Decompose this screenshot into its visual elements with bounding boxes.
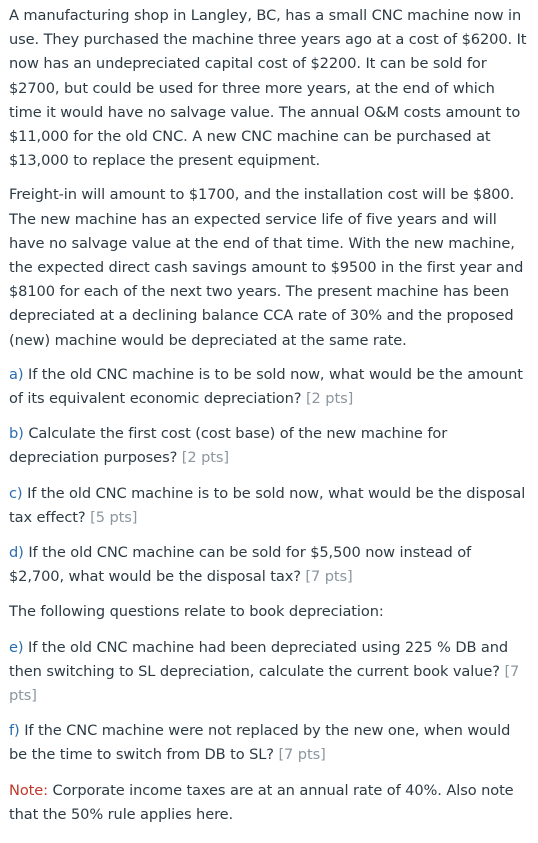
question-c-id: c) (9, 484, 23, 502)
question-e-points: [7 pts] (9, 662, 520, 705)
book-depreciation-lead: The following questions relate to book depreciation: (9, 603, 384, 621)
note-label: Note: (9, 781, 48, 799)
question-e-text: If the old CNC machine had been depreciated using 225 % DB and then switching to SL depreciation, calculate the current book value? (9, 638, 509, 680)
note-text: Corporate income taxes are at an annual rate of 40%. Also note that the 50% rule applies here. (9, 781, 514, 823)
question-a-points: [2 pts] (305, 390, 354, 408)
question-b (9, 422, 528, 470)
intro-paragraph-1: A manufacturing shop in Langley, BC, has a small CNC machine now in use. They purchased the machine three years ago at a cost of $6200. It now has an undepreciated capital cost of $2200. It can be sold for $2700, but could be used for three more years, at the end of which time it would have no salvage value. The annual O&M costs amount to $11,000 for the old CNC. A new CNC machine can be purchased at $13,000 to replace the present equipment. (9, 7, 527, 170)
question-e (9, 636, 528, 709)
intro-paragraph-2: Freight-in will amount to $1700, and the installation cost will be $800. The new machine has an expected service life of five years and will have no salvage value at the end of that time. With the new machine, the expected direct cash savings amount to $9500 in the first year and $8100 for each of the next two years. The present machine has been depreciated at a declining balance CCA rate of 30% and the proposed (new) machine would be depreciated at the same rate. (9, 186, 524, 349)
note (9, 779, 528, 827)
question-f (9, 719, 528, 767)
question-d-id: d) (9, 544, 24, 562)
question-c-text: If the old CNC machine is to be sold now, what would be the disposal tax effect? (9, 484, 526, 526)
question-d-text: If the old CNC machine can be sold for $5,500 now instead of $2,700, what would be the disposal tax? (9, 544, 472, 586)
question-e-id: e) (9, 638, 24, 656)
question-f-text: If the CNC machine were not replaced by the new one, when would be the time to switch from DB to SL? (9, 722, 511, 764)
question-f-points: [7 pts] (278, 746, 326, 764)
question-c (9, 482, 528, 530)
question-a-id: a) (9, 365, 24, 383)
question-a-text: If the old CNC machine is to be sold now, what would be the amount of its equivalent economic depreciation? (9, 365, 523, 408)
question-b-points: [2 pts] (181, 449, 229, 467)
question-d-points: [7 pts] (305, 568, 353, 586)
question-a (9, 363, 528, 411)
question-b-text: Calculate the first cost (cost base) of the new machine for depreciation purposes? (9, 425, 448, 467)
question-d (9, 541, 528, 589)
question-b-id: b) (9, 425, 24, 443)
question-c-points: [5 pts] (90, 508, 138, 526)
question-f-id: f) (9, 722, 20, 740)
